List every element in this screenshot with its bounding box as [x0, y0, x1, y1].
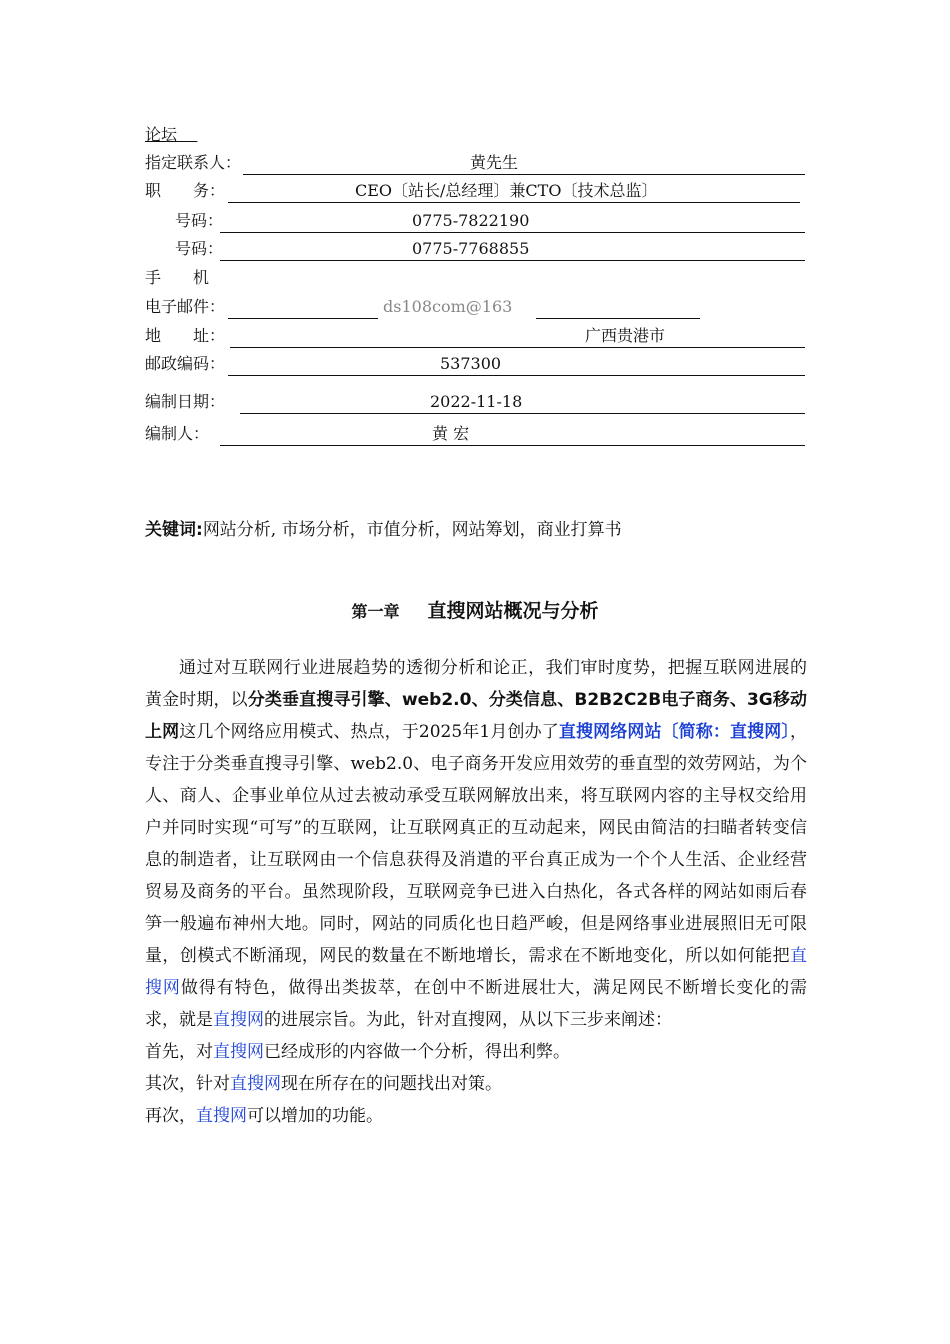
email-label: 电子邮件： [145, 297, 226, 316]
keywords-text: 网站分析, 市场分析，市值分析，网站筹划，商业打算书 [202, 520, 622, 540]
keywords-label: 关键词: [145, 520, 203, 540]
zip-label: 邮政编码： [145, 354, 226, 373]
p1-text-2: 这几个网络应用模式、热点，于2025年1月创办了 [179, 722, 559, 742]
author-underline [220, 423, 805, 446]
p1-text-5: 的进展宗旨。为此，针对直搜网，从以下三步来阐述： [264, 1010, 672, 1030]
zhisou-link-3[interactable]: 直搜网 [213, 1042, 264, 1062]
date-label: 编制日期： [145, 392, 226, 411]
phone1-label: 号码： [175, 211, 224, 230]
keywords-line [145, 518, 622, 542]
chapter-title: 直搜网站概况与分析 [427, 600, 599, 622]
contact-person-label: 指定联系人： [145, 153, 242, 172]
phone2-value: 0775-7768855 [412, 239, 530, 258]
p1-text-1: 通过对互联网行业进展趋势的透彻分析和论正，我们审时度势，把握互联网进展的黄金时期，以 [145, 658, 807, 710]
p1-text-3: ，专注于分类垂直搜寻引擎、web2.0、电子商务开发应用效劳的垂直型的效劳网站，为个人、商人、企事业单位从过去被动承受互联网解放出来，将互联网内容的主导权交给用户并同时实现“可写”的互联网，让互联网真正的互动起来，网民由简洁的扫瞄者转变信息的制造者，让互联网由一个信息获得及消遣的平台真正成为一个个人生活、企业经营贸易及商务的平台。虽然现阶段，互联网竞争已进入白热化，各式各样的网站如雨后春笋一般遍布神州大地。同时，网站的同质化也日趋严峻，但是网络事业进展照旧无可限量，创模式不断涌现，网民的数量在不断地增长，需求在不断地变化，所以如何能把 [145, 722, 808, 966]
author-label: 编制人： [145, 424, 210, 443]
email-underline-right [536, 296, 700, 319]
contact-person-value: 黄先生 [470, 153, 519, 172]
intro-paragraph [145, 652, 807, 1036]
chapter-number: 第一章 [351, 602, 400, 621]
p1-text-4: 做得有特色，做得出类拔萃，在创中不断进展壮大，满足网民不断增长变化的需求，就是 [145, 978, 808, 1030]
author-value: 黄 宏 [432, 424, 470, 443]
address-label: 地 址： [145, 326, 226, 345]
p1-bold-1: 分类垂直搜寻引擎、web2.0、分类信息、B2B2C2B电子商务、3G移动上网 [145, 690, 808, 742]
forum-line [145, 124, 197, 146]
zip-value: 537300 [440, 354, 502, 373]
step-third-a: 再次， [145, 1106, 196, 1126]
step-first-b: 已经成形的内容做一个分析，得出利弊。 [264, 1042, 570, 1062]
email-underline-left [228, 296, 378, 319]
chapter-heading [0, 598, 950, 625]
title-value: CEO〔站长/总经理〕兼CTO〔技术总监〕 [355, 181, 658, 200]
step-first [145, 1036, 807, 1068]
step-second-a: 其次，针对 [145, 1074, 230, 1094]
p1-bold-link[interactable]: 直搜网络网站〔简称：直搜网〕 [558, 722, 791, 742]
step-third-b: 可以增加的功能。 [247, 1106, 383, 1126]
email-value: ds108com@163 [383, 297, 513, 316]
step-second-b: 现在所存在的问题找出对策。 [281, 1074, 502, 1094]
date-value: 2022-11-18 [430, 392, 523, 411]
date-underline [240, 391, 805, 414]
title-label: 职 务： [145, 181, 226, 200]
zhisou-link-2[interactable]: 直搜网 [213, 1010, 264, 1030]
zhisou-link-5[interactable]: 直搜网 [196, 1106, 247, 1126]
phone1-value: 0775-7822190 [412, 211, 530, 230]
step-second [145, 1068, 807, 1100]
step-first-a: 首先，对 [145, 1042, 213, 1062]
phone2-label: 号码： [175, 239, 224, 258]
mobile-label: 手 机 [145, 268, 210, 287]
zhisou-link-4[interactable]: 直搜网 [230, 1074, 281, 1094]
body-text [145, 652, 807, 1132]
zhisou-link-1[interactable]: 直搜网 [145, 946, 807, 998]
address-value: 广西贵港市 [585, 326, 666, 345]
zip-underline [228, 353, 805, 376]
step-third [145, 1100, 807, 1132]
address-underline [230, 325, 805, 348]
contact-person-underline [243, 152, 805, 175]
forum-label: 论坛 [145, 125, 178, 144]
